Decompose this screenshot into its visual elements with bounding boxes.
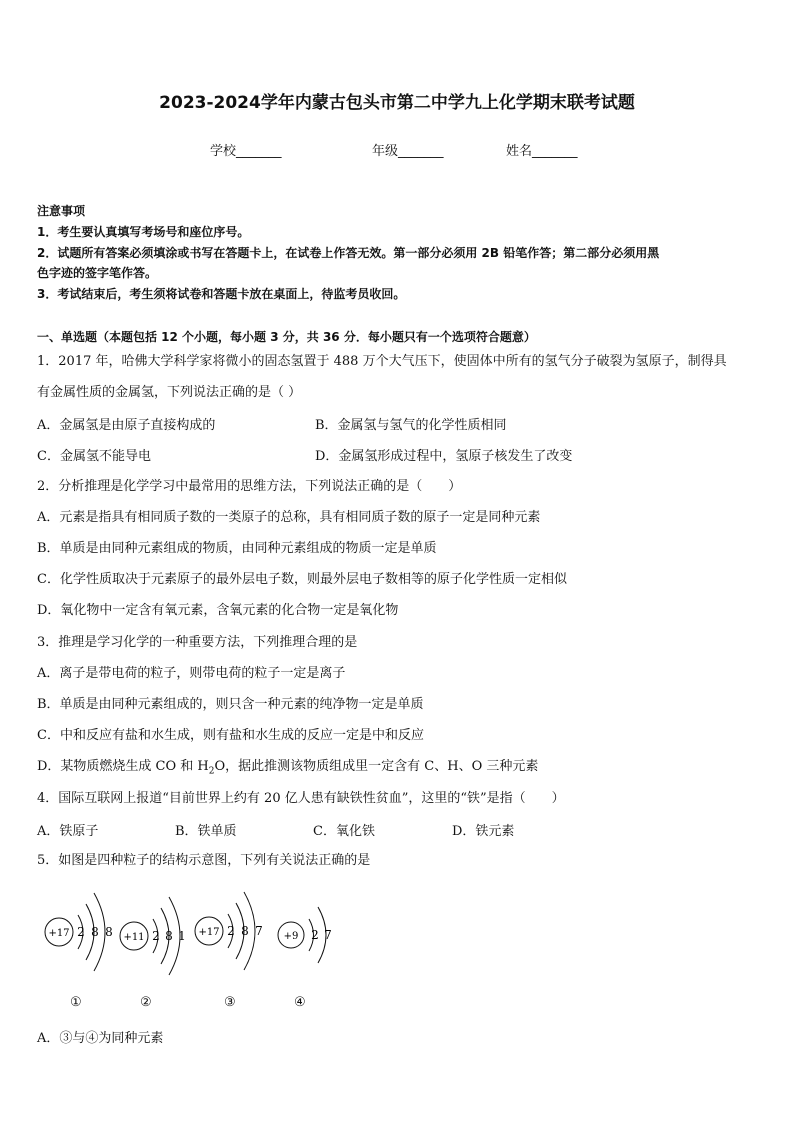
q4-stem: 4．国际互联网上报道“目前世界上约有 20 亿人患有缺铁性贫血”，这里的“铁”是指（ ） <box>37 791 565 806</box>
section-heading: 一、单选题（本题包括 12 个小题，每小题 3 分，共 36 分．每小题只有一个选项符合题意） <box>37 330 536 344</box>
q3-option-d-post: O，据此推测该物质组成里一定含有 C、H、O 三种元素 <box>214 759 539 774</box>
particle-2-diagram <box>120 897 186 975</box>
name-label: 姓名 <box>506 144 533 159</box>
q3-option-a: A．离子是带电荷的粒子，则带电荷的粒子一定是离子 <box>37 666 346 681</box>
nucleus-charge: +17 <box>48 928 70 939</box>
shell-electron-count: 1 <box>178 929 186 943</box>
electron-shell-arc <box>236 903 244 959</box>
q3-option-d-pre: D．某物质燃烧生成 CO 和 H <box>37 759 209 774</box>
electron-shell-arc <box>153 919 158 953</box>
electron-shell-arc <box>86 904 94 960</box>
q1-option-c: C．金属氢不能导电 <box>37 449 151 464</box>
q2-option-d: D．氧化物中一定含有氧元素，含氧元素的化合物一定是氧化物 <box>37 603 399 618</box>
school-blank: _______ <box>236 144 282 159</box>
nucleus-circle <box>45 918 73 946</box>
particle-3-diagram <box>195 892 263 970</box>
nucleus-circle <box>195 917 223 945</box>
electron-shell-arc <box>244 892 255 970</box>
shell-electron-count: 8 <box>241 924 249 938</box>
school-label: 学校 <box>210 144 237 159</box>
name-blank: _______ <box>532 144 578 159</box>
shell-electron-count: 7 <box>255 924 263 938</box>
nucleus-circle <box>278 922 304 948</box>
particle-label: ① <box>70 995 82 1010</box>
electron-shell-arc <box>94 893 105 971</box>
q1-option-d: D．金属氢形成过程中，氢原子核发生了改变 <box>315 449 573 464</box>
nucleus-charge: +17 <box>198 927 220 938</box>
electron-shell-arc <box>228 914 233 948</box>
shell-electron-count: 2 <box>227 924 235 938</box>
shell-electron-count: 2 <box>311 928 319 942</box>
notice-item: 3．考试结束后，考生须将试卷和答题卡放在桌面上，待监考员收回。 <box>37 287 406 301</box>
shell-electron-count: 8 <box>91 925 99 939</box>
q2-option-c: C．化学性质取决于元素原子的最外层电子数，则最外层电子数相等的原子化学性质一定相似 <box>37 572 567 587</box>
shell-electron-count: 8 <box>165 929 173 943</box>
grade-label: 年级 <box>372 144 399 159</box>
particle-label: ③ <box>224 995 236 1010</box>
notice-heading: 注意事项 <box>37 204 86 218</box>
q5-option-a: A．③与④为同种元素 <box>37 1031 164 1046</box>
electron-shell-arc <box>318 907 326 963</box>
particle-4-diagram <box>278 907 332 963</box>
name-field <box>506 140 578 159</box>
shell-electron-count: 2 <box>152 929 160 943</box>
q5-stem: 5．如图是四种粒子的结构示意图，下列有关说法正确的是 <box>37 853 371 868</box>
particle-label: ④ <box>294 995 306 1010</box>
q1-stem-line2: 有金属性质的金属氢，下列说法正确的是（ ） <box>37 385 302 400</box>
shell-electron-count: 8 <box>105 925 113 939</box>
q3-option-d-sub: 2 <box>208 766 215 777</box>
school-field <box>210 140 282 159</box>
nucleus-charge: +9 <box>283 931 299 942</box>
particle-label: ② <box>140 995 152 1010</box>
notice-item: 1．考生要认真填写考场号和座位序号。 <box>37 225 250 239</box>
q1-stem-line1: 1．2017 年，哈佛大学科学家将微小的固态氢置于 488 万个大气压下，使固体中所有的氢气分子破裂为氢原子，制得具 <box>37 354 727 369</box>
electron-shell-arc <box>309 919 314 951</box>
notice-item: 2．试题所有答案必须填涂或书写在答题卡上，在试卷上作答无效。第一部分必须用 2B 铅笔作答；第二部分必须用黑 <box>37 246 660 260</box>
q3-option-b: B．单质是由同种元素组成的，则只含一种元素的纯净物一定是单质 <box>37 697 424 712</box>
nucleus-charge: +11 <box>123 932 145 943</box>
q4-option-c: C．氧化铁 <box>313 824 375 839</box>
q1-option-b: B．金属氢与氢气的化学性质相同 <box>315 418 507 433</box>
q2-option-a: A．元素是指具有相同质子数的一类原子的总称，具有相同质子数的原子一定是同种元素 <box>37 510 541 525</box>
q2-option-b: B．单质是由同种元素组成的物质，由同种元素组成的物质一定是单质 <box>37 541 437 556</box>
electron-shell-arc <box>78 915 83 949</box>
q3-option-c: C．中和反应有盐和水生成，则有盐和水生成的反应一定是中和反应 <box>37 728 424 743</box>
q1-option-a: A．金属氢是由原子直接构成的 <box>37 418 216 433</box>
document-title: 2023-2024学年内蒙古包头市第二中学九上化学期末联考试题 <box>159 93 635 113</box>
q2-stem: 2．分析推理是化学学习中最常用的思维方法，下列说法正确的是（ ） <box>37 479 462 494</box>
q4-option-d: D．铁元素 <box>452 824 515 839</box>
electron-shell-arc <box>169 897 180 975</box>
q4-option-a: A．铁原子 <box>37 824 99 839</box>
grade-field <box>372 140 444 159</box>
grade-blank: _______ <box>398 144 444 159</box>
nucleus-circle <box>120 922 148 950</box>
q4-option-b: B．铁单质 <box>175 824 237 839</box>
q3-stem: 3．推理是学习化学的一种重要方法，下列推理合理的是 <box>37 635 358 650</box>
q3-option-d <box>37 757 538 782</box>
shell-electron-count: 2 <box>77 925 85 939</box>
shell-electron-count: 7 <box>324 928 332 942</box>
notice-item: 色字迹的签字笔作答。 <box>37 266 158 280</box>
electron-shell-arc <box>161 908 169 964</box>
particle-1-diagram <box>45 893 113 971</box>
